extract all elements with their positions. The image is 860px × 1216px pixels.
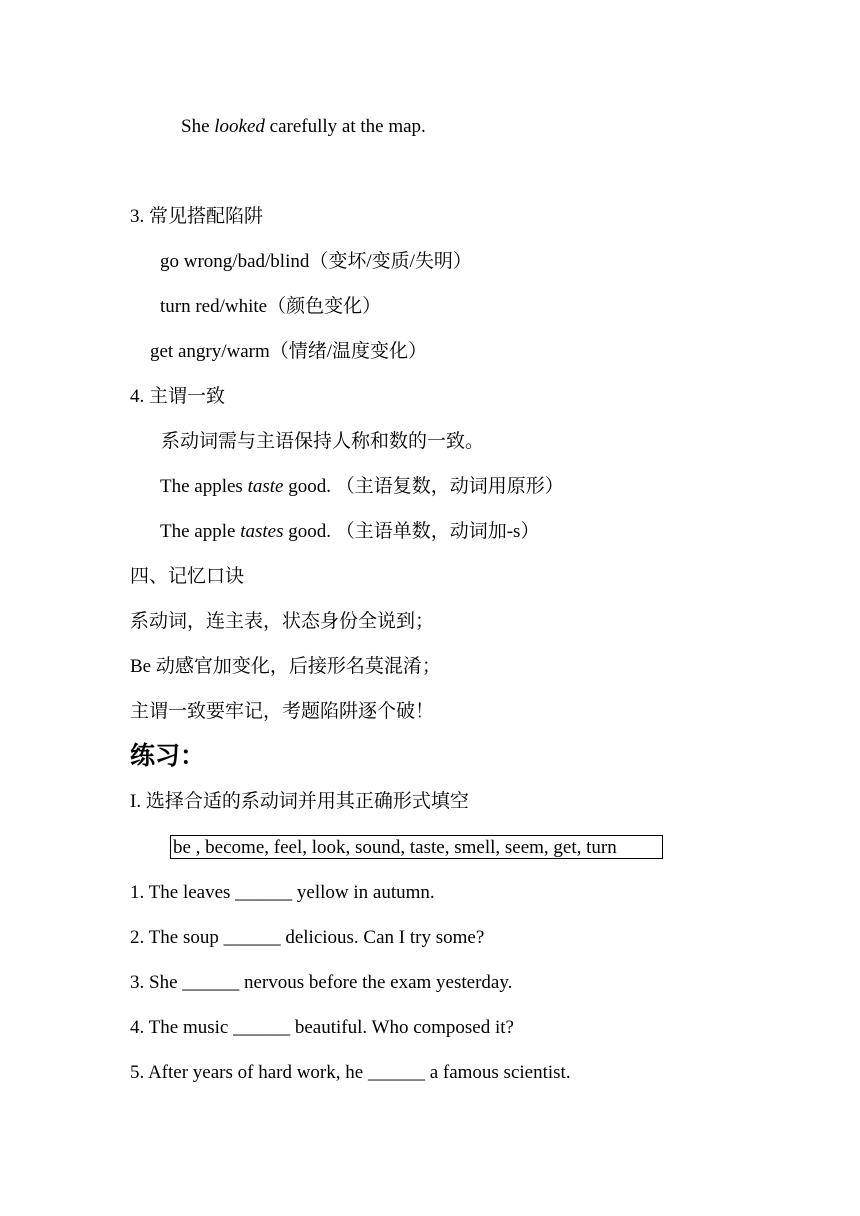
practice-heading: 练习： xyxy=(130,743,206,770)
mnemonic-title: 四、记忆口诀 xyxy=(130,566,245,587)
ex1-pre: The apples xyxy=(160,476,248,497)
word-bank-box: be , become, feel, look, sound, taste, smell, seem, get, turn xyxy=(170,835,663,859)
practice-part1-title: I. 选择合适的系动词并用其正确形式填空 xyxy=(130,791,469,812)
question-4: 4. The music ______ beautiful. Who composed it? xyxy=(130,1017,514,1038)
section4-title: 4. 主谓一致 xyxy=(130,386,226,407)
mnemonic-line-2: Be 动感官加变化，后接形名莫混淆； xyxy=(130,656,441,677)
section3-item-2: turn red/white（颜色变化） xyxy=(160,296,382,317)
example-pre: She xyxy=(181,116,215,137)
ex2-italic-verb: tastes xyxy=(240,521,284,542)
section4-example-2 xyxy=(160,520,539,544)
section4-example-1 xyxy=(160,475,564,499)
section3-item-3: get angry/warm（情绪/温度变化） xyxy=(150,341,428,362)
question-1: 1. The leaves ______ yellow in autumn. xyxy=(130,882,435,903)
example-post: carefully at the map. xyxy=(264,116,426,137)
question-2: 2. The soup ______ delicious. Can I try some? xyxy=(130,927,485,948)
example-sentence-looked xyxy=(181,115,426,139)
ex1-post: good. （主语复数，动词用原形） xyxy=(283,476,564,497)
example-italic-verb: looked xyxy=(214,116,265,137)
section3-item-1: go wrong/bad/blind（变坏/变质/失明） xyxy=(160,251,472,272)
mnemonic-line-3: 主谓一致要牢记，考题陷阱逐个破！ xyxy=(130,701,435,722)
mnemonic-line-1: 系动词，连主表，状态身份全说到； xyxy=(130,611,435,632)
ex1-italic-verb: taste xyxy=(247,476,284,497)
ex2-post: good. （主语单数，动词加-s） xyxy=(283,521,540,542)
ex2-pre: The apple xyxy=(160,521,241,542)
question-3: 3. She ______ nervous before the exam yesterday. xyxy=(130,972,513,993)
section4-desc: 系动词需与主语保持人称和数的一致。 xyxy=(161,431,485,452)
question-5: 5. After years of hard work, he ______ a famous scientist. xyxy=(130,1062,571,1083)
section3-title: 3. 常见搭配陷阱 xyxy=(130,206,264,227)
